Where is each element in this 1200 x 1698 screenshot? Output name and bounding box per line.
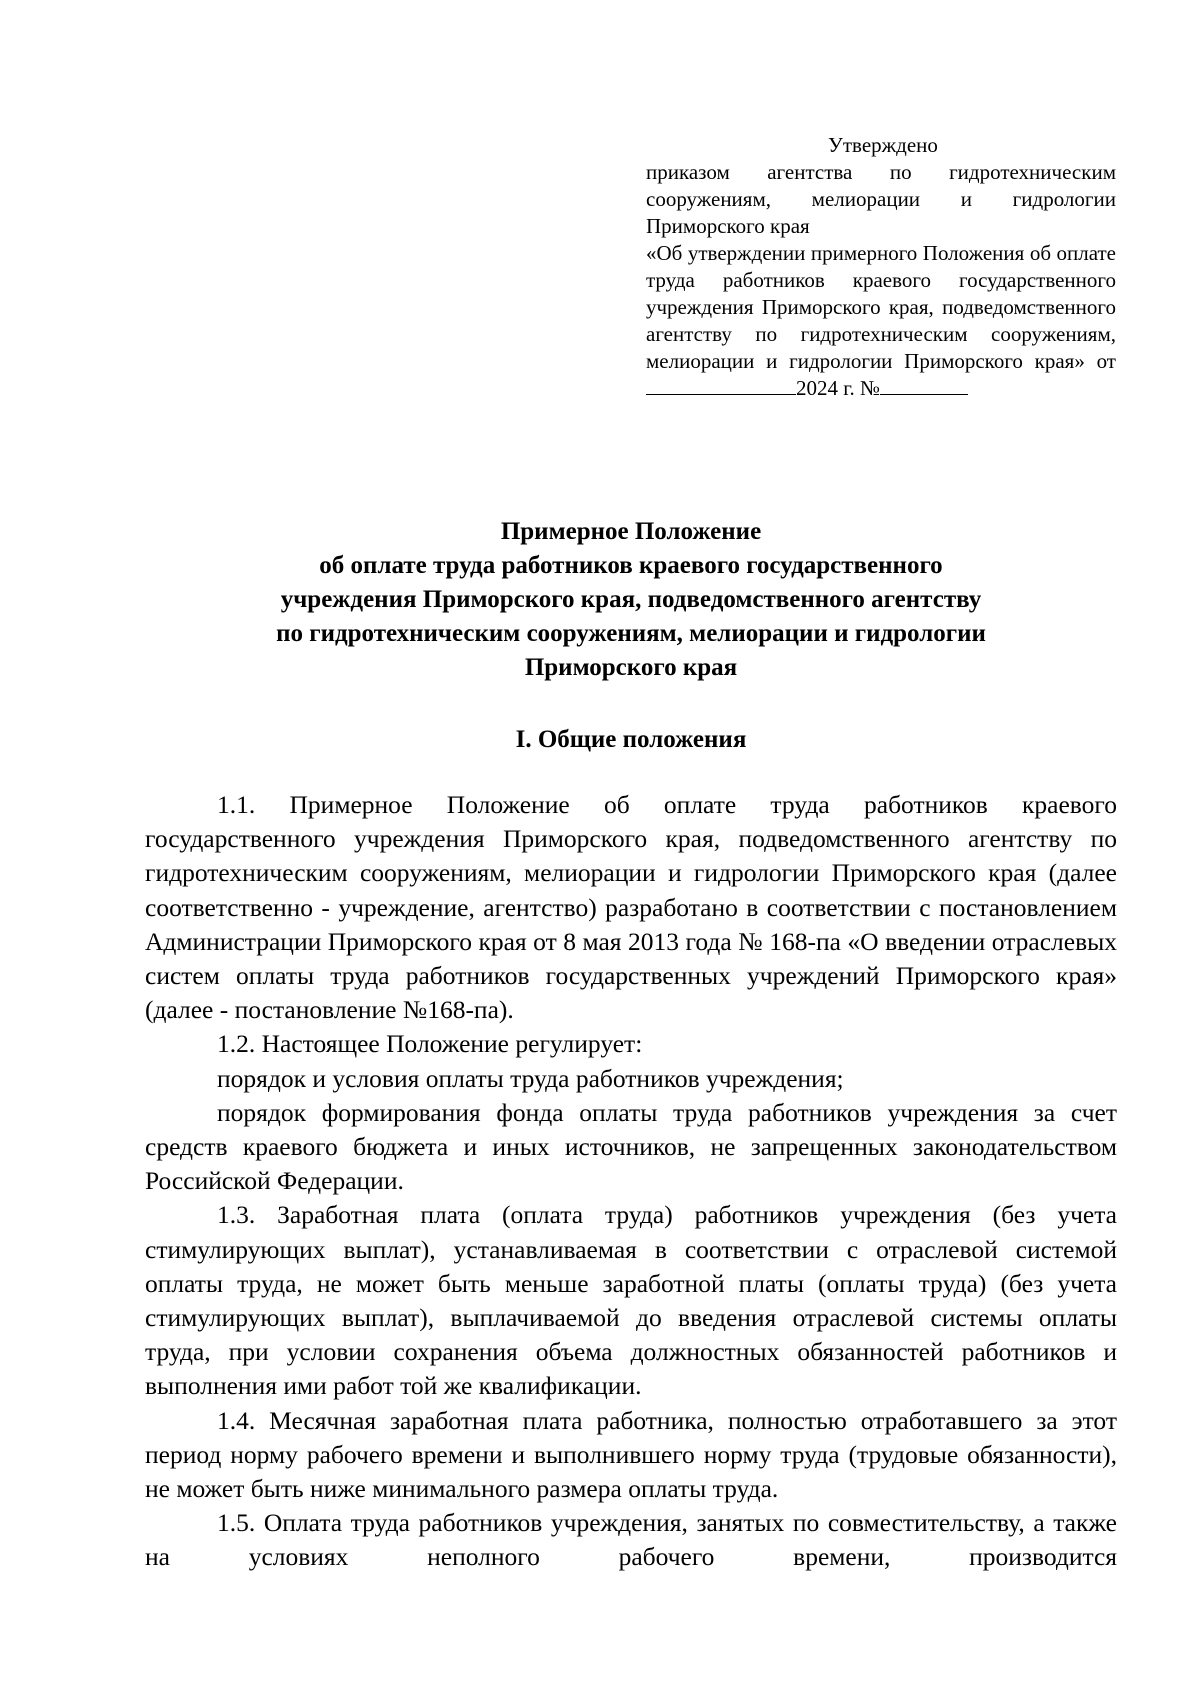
title-line-1: Примерное Положение xyxy=(500,518,762,545)
paragraph-1-2-item-2: порядок формирования фонда оплаты труда работников учреждения за счет средств краевого бюджета и иных источников, не запрещенных законодательством Российской Федерации. xyxy=(145,1097,1117,1196)
number-blank xyxy=(880,376,968,395)
title-line-5: Приморского края xyxy=(524,654,738,681)
approved-label: Утверждено xyxy=(828,133,938,157)
paragraph-1-3: 1.3. Заработная плата (оплата труда) работников учреждения (без учета стимулирующих выплат), устанавливаемая в соответствии с отраслевой системой оплаты труда, не может быть меньше заработной платы (оплаты труда) (без учета стимулирующих выплат), выплачиваемой до введения отраслевой системы оплаты труда, при условии сохранения объема должностных обязанностей работников и выполнения ими работ той же квалификации. xyxy=(145,1200,1117,1401)
title-line-4: по гидротехническим сооружениям, мелиорации и гидрологии xyxy=(276,620,986,647)
document-title xyxy=(145,515,1117,685)
date-blank xyxy=(646,376,796,395)
title-line-2: об оплате труда работников краевого государственного xyxy=(319,552,943,579)
approval-order-text: приказом агентства по гидротехническим сооружениям, мелиорации и гидрологии Приморского края xyxy=(646,160,1116,238)
paragraph-1-1: 1.1. Примерное Положение об оплате труда работников краевого государственного учреждения Приморского края, подведомственного агентству по гидротехническим сооружениям, мелиорации и гидрологии Приморского края (далее соответственно - учреждение, агентство) разработано в соответствии с постановлением Администрации Приморского края от 8 мая 2013 года № 168-па «О введении отраслевых систем оплаты труда работников государственных учреждений Приморского края» (далее - постановление №168-па). xyxy=(145,790,1117,1025)
paragraph-1-2: 1.2. Настоящее Положение регулирует: xyxy=(217,1029,643,1059)
approval-block xyxy=(646,132,1116,402)
paragraph-1-2-item-1: порядок и условия оплаты труда работников учреждения; xyxy=(217,1063,844,1093)
document-body xyxy=(145,788,1117,1575)
paragraph-1-4: 1.4. Месячная заработная плата работника, полностью отработавшего за этот период норму рабочего времени и выполнившего норму труда (трудовые обязанности), не может быть ниже минимального размера оплаты труда. xyxy=(145,1405,1117,1504)
approval-date-suffix: 2024 г. № xyxy=(796,376,881,400)
approval-order-title-text: «Об утверждении примерного Положения об оплате труда работников краевого государственного учреждения Приморского края, подведомственного агентству по гидротехническим сооружениям, мелиорации и гидрологии Приморского края» от xyxy=(646,241,1116,373)
approval-order-title xyxy=(646,240,1116,402)
paragraph-1-5: 1.5. Оплата труда работников учреждения, занятых по совместительству, а также на условиях неполного рабочего времени, производится xyxy=(145,1508,1117,1572)
section-heading: I. Общие положения xyxy=(515,726,747,753)
title-line-3: учреждения Приморского края, подведомственного агентству xyxy=(280,586,982,613)
